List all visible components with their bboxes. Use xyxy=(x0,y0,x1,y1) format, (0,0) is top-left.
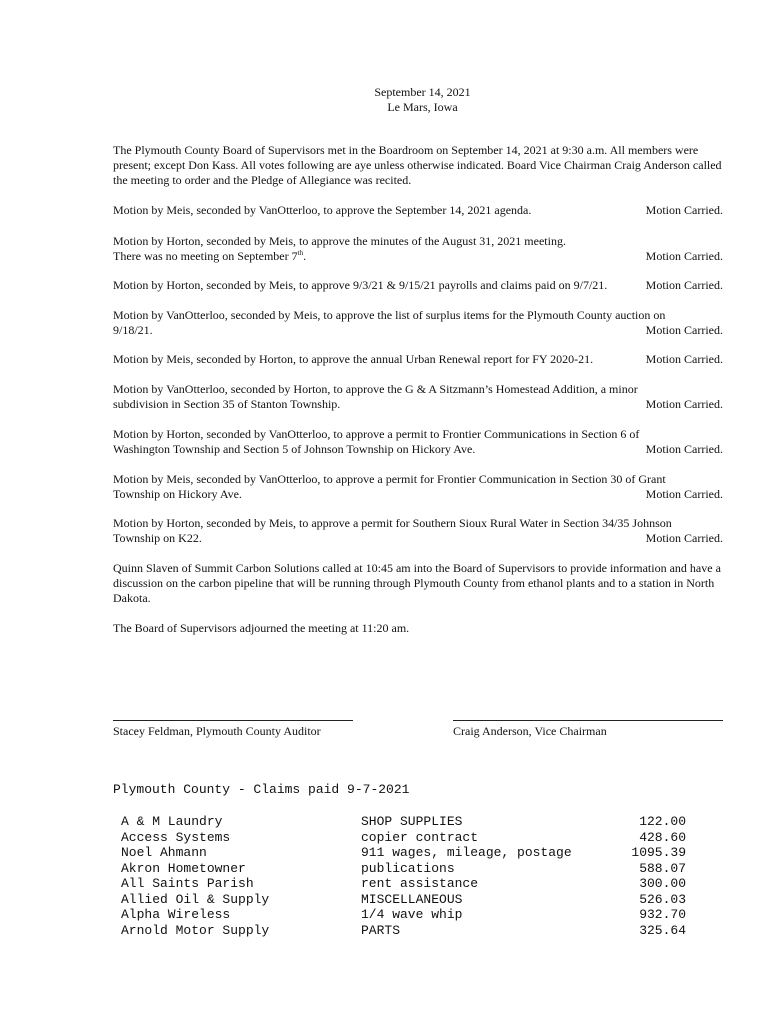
claims-row xyxy=(121,861,691,877)
motion-1 xyxy=(113,203,723,218)
intro-paragraph: The Plymouth County Board of Supervisors met in the Boardroom on September 14, 2021 at 9:30 a.m. All members were present; except Don Kass. All votes following are aye unless otherwise indicated. Board Vice Chairman Craig Anderson called the meeting to order and the Pledge of Allegiance was recited. xyxy=(113,143,722,187)
claim-vendor: Akron Hometowner xyxy=(121,860,246,876)
motion-text: Motion by Horton, seconded by Meis, to approve a permit for Southern Sioux Rural Water in Section 34/35 Johnson xyxy=(113,516,672,530)
motion-text-line2: Washington Township and Section 5 of Johnson Township on Hickory Ave. xyxy=(113,442,476,456)
motion-2 xyxy=(113,234,723,264)
motion-text-line2: There was no meeting on September 7th. xyxy=(113,249,307,263)
claim-amount: 300.00 xyxy=(639,876,686,891)
motion-result: Motion Carried. xyxy=(645,203,723,217)
signature-line xyxy=(113,708,353,721)
motion-text: Motion by Horton, seconded by Meis, to approve 9/3/21 & 9/15/21 payrolls and claims paid on 9/7/21. xyxy=(113,278,608,292)
motion-7 xyxy=(113,427,723,457)
claims-row xyxy=(121,876,691,892)
claims-list xyxy=(121,814,691,938)
claim-description: MISCELLANEOUS xyxy=(361,891,463,907)
summit-carbon-paragraph: Quinn Slaven of Summit Carbon Solutions called at 10:45 am into the Board of Supervisors to provide information and have a discussion on the carbon pipeline that will be running through Plymouth County from ethanol plants and to a station in North Dakota. xyxy=(113,561,721,605)
claim-description: 1/4 wave whip xyxy=(361,907,463,922)
motion-text: Motion by VanOtterloo, seconded by Horton, to approve the G & A Sitzmann’s Homestead Addition, a minor xyxy=(113,382,638,396)
claim-vendor: Noel Ahmann xyxy=(121,845,207,860)
claim-amount: 1095.39 xyxy=(631,845,686,860)
claims-row xyxy=(121,845,691,861)
claim-description: 911 wages, mileage, postage xyxy=(361,845,572,860)
auditor-signature xyxy=(113,708,353,739)
motion-8 xyxy=(113,472,723,502)
claim-description: publications xyxy=(361,860,455,876)
claim-amount: 325.64 xyxy=(639,922,686,938)
motion-4 xyxy=(113,308,723,338)
claim-vendor: Allied Oil & Supply xyxy=(121,891,270,907)
motion-result: Motion Carried. xyxy=(645,323,723,337)
claim-amount: 428.60 xyxy=(639,829,686,845)
claim-description: rent assistance xyxy=(361,876,479,891)
motion-text-line2: Township on Hickory Ave. xyxy=(113,487,242,501)
motion-result: Motion Carried. xyxy=(645,487,723,501)
claim-amount: 588.07 xyxy=(639,860,686,876)
motion-result: Motion Carried. xyxy=(645,278,723,292)
motion-text: Motion by Horton, seconded by Meis, to approve the minutes of the August 31, 2021 meeting. xyxy=(113,234,566,248)
claim-amount: 122.00 xyxy=(639,814,686,829)
motion-text-line2: subdivision in Section 35 of Stanton Township. xyxy=(113,397,341,411)
motion-text: Motion by VanOtterloo, seconded by Meis, to approve the list of surplus items for the Plymouth County auction on xyxy=(113,308,666,322)
claim-description: PARTS xyxy=(361,922,401,938)
motion-text: Motion by Meis, seconded by VanOtterloo, to approve the September 14, 2021 agenda. xyxy=(113,203,532,217)
claim-vendor: Arnold Motor Supply xyxy=(121,922,270,938)
motion-9 xyxy=(113,516,723,546)
adjournment-paragraph: The Board of Supervisors adjourned the meeting at 11:20 am. xyxy=(113,621,410,635)
motion-text-line2: Township on K22. xyxy=(113,531,202,545)
auditor-name: Stacey Feldman, Plymouth County Auditor xyxy=(113,724,321,738)
motion-result: Motion Carried. xyxy=(645,397,723,411)
claims-row xyxy=(121,830,691,846)
claims-row xyxy=(121,907,691,923)
motion-3 xyxy=(113,278,723,293)
claims-row xyxy=(121,814,691,830)
meeting-location: Le Mars, Iowa xyxy=(387,100,458,114)
motion-result: Motion Carried. xyxy=(645,249,723,263)
signature-line xyxy=(453,708,723,721)
motion-6 xyxy=(113,382,723,412)
vice-chairman-name: Craig Anderson, Vice Chairman xyxy=(453,724,607,738)
motion-result: Motion Carried. xyxy=(645,442,723,456)
motion-result: Motion Carried. xyxy=(645,531,723,545)
motion-text: Motion by Meis, seconded by VanOtterloo, to approve a permit for Frontier Communication in Section 30 of Grant xyxy=(113,472,666,486)
motion-result: Motion Carried. xyxy=(645,352,723,366)
motion-text: Motion by Meis, seconded by Horton, to approve the annual Urban Renewal report for FY 2020-21. xyxy=(113,352,594,366)
claim-amount: 526.03 xyxy=(639,891,686,907)
motion-5 xyxy=(113,352,723,367)
claim-description: SHOP SUPPLIES xyxy=(361,814,463,829)
motion-text-line2: 9/18/21. xyxy=(113,323,153,337)
claim-vendor: All Saints Parish xyxy=(121,876,254,891)
claims-title: Plymouth County - Claims paid 9-7-2021 xyxy=(113,782,410,797)
claims-row xyxy=(121,892,691,908)
meeting-date: September 14, 2021 xyxy=(374,85,471,99)
claim-vendor: Alpha Wireless xyxy=(121,907,231,922)
vice-chairman-signature xyxy=(453,708,723,739)
document-header xyxy=(0,85,770,115)
motion-text: Motion by Horton, seconded by VanOtterloo, to approve a permit to Frontier Communications in Section 6 of xyxy=(113,427,640,441)
claims-row xyxy=(121,923,691,939)
claim-vendor: Access Systems xyxy=(121,829,231,845)
claim-vendor: A & M Laundry xyxy=(121,814,223,829)
claim-description: copier contract xyxy=(361,829,479,845)
claim-amount: 932.70 xyxy=(639,907,686,922)
